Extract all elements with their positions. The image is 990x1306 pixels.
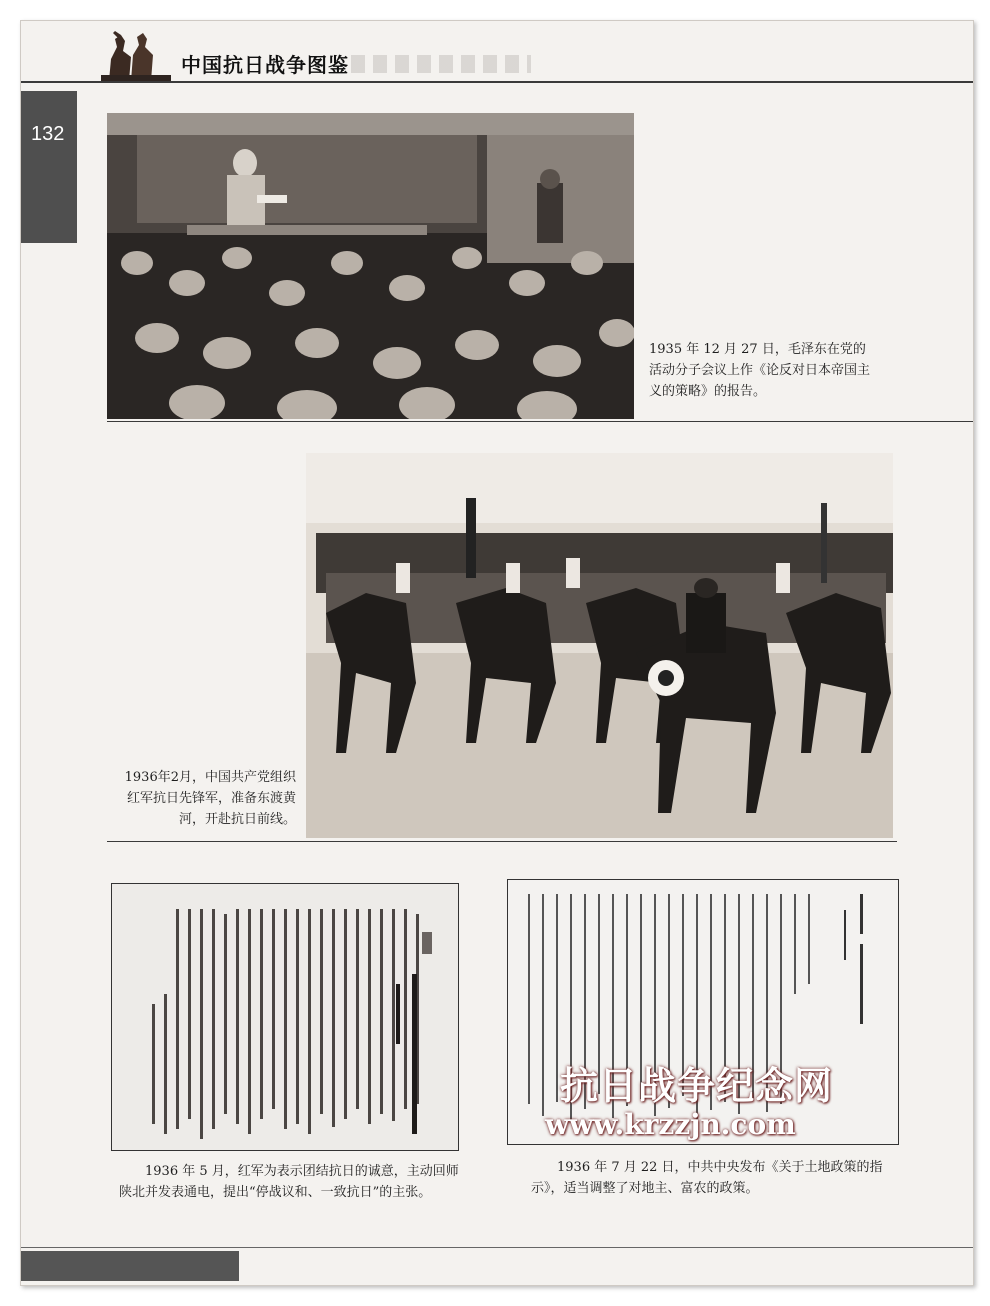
telegram-document-caption: 1936 年 5 月，红军为表示团结抗日的诚意，主动回师陕北并发表通电，提出“停战议和、一致抗日”的主张。 — [119, 1164, 459, 1200]
page-header — [21, 21, 973, 83]
telegram-document-image — [111, 883, 459, 1151]
footer-rule — [21, 1247, 973, 1248]
meeting-photo — [107, 113, 634, 419]
book-title: 中国抗日战争图鉴 — [181, 55, 349, 77]
bleed-through-text — [351, 55, 531, 73]
soldiers-statue-icon — [101, 29, 171, 81]
cavalry-photo — [306, 453, 893, 838]
page-number: 132 — [31, 123, 65, 145]
cavalry-photo-caption: 1936年2月，中国共产党组织红军抗日先锋军，准备东渡黄河，开赴抗日前线。 — [124, 770, 296, 827]
land-policy-document-caption: 1936 年 7 月 22 日，中共中央发布《关于土地政策的指示》，适当调整了对地主、富农的政策。 — [531, 1160, 883, 1196]
caption-rule — [107, 421, 973, 422]
watermark-url: www.krzzjn.com — [545, 1108, 796, 1141]
watermark-site-name: 抗日战争纪念网 — [560, 1063, 834, 1108]
footer-bar — [21, 1251, 239, 1281]
meeting-photo-caption: 1935 年 12 月 27 日，毛泽东在党的活动分子会议上作《论反对日本帝国主义的策略》的报告。 — [649, 342, 871, 399]
page-number-tab — [21, 91, 77, 243]
caption-rule — [107, 841, 897, 842]
